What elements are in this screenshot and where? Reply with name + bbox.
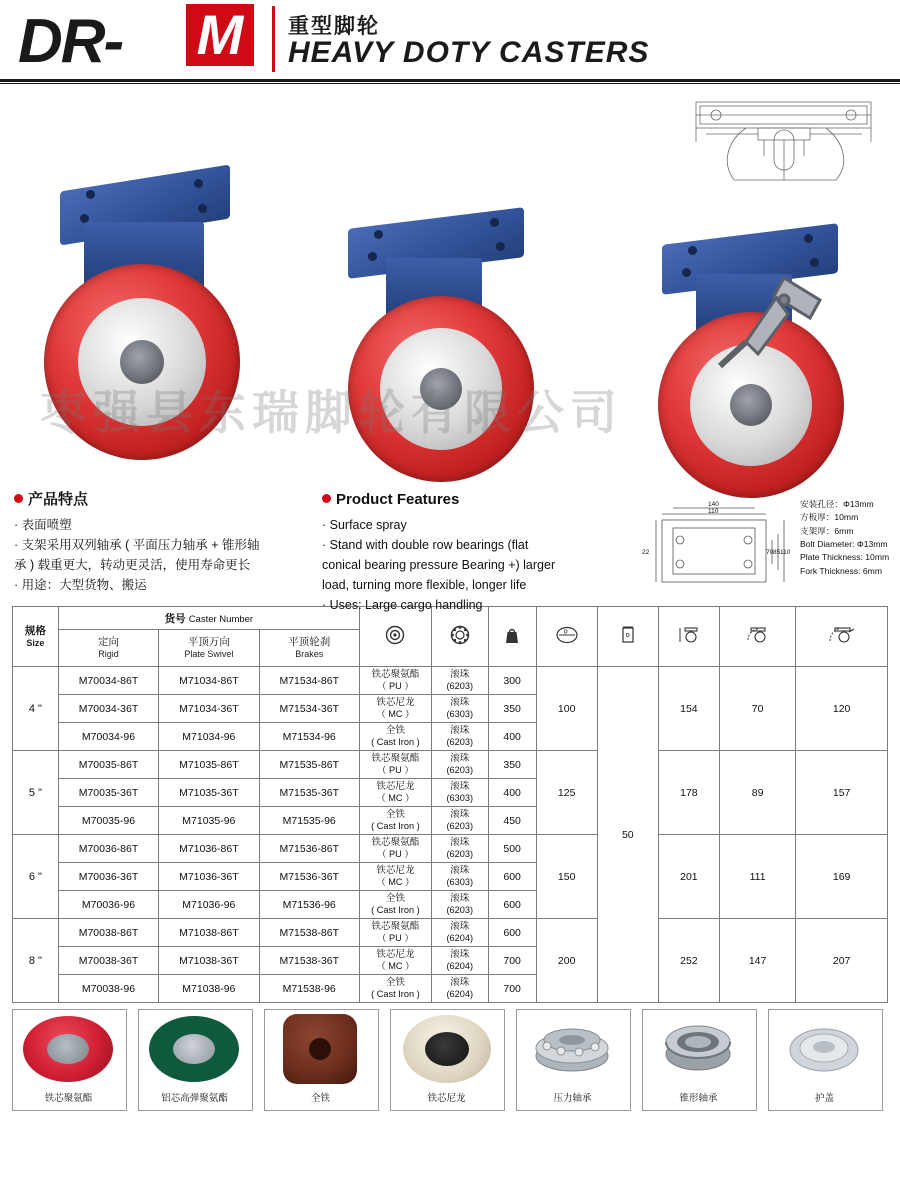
cell-rigid: M70038-96 (58, 975, 158, 1003)
cell-swivel: M71038-86T (159, 919, 259, 947)
height-icon (677, 626, 701, 644)
cell-swivel: M71038-96 (159, 975, 259, 1003)
cell-swivel: M71036-96 (159, 891, 259, 919)
taper-bearing-icon (643, 1010, 754, 1088)
cell-brake: M71536-86T (259, 835, 359, 863)
wheel-hub (120, 340, 164, 384)
cell-material: 铁芯尼龙 （ MC ） (359, 863, 431, 891)
cell-wheel-dia: 150 (536, 835, 597, 919)
cell-swivel: M71034-96 (159, 723, 259, 751)
spec-line: Bolt Diameter: Φ13mm (800, 538, 888, 549)
dim-70: 70 (766, 549, 774, 556)
gallery-item (516, 1009, 631, 1111)
cell-roller: 滚珠 (6204) (431, 947, 488, 975)
plate-dimension-drawing (640, 494, 790, 594)
cell-rigid: M70035-36T (58, 779, 158, 807)
plate-bolt (198, 204, 207, 213)
feature-en-line: · Stand with double row bearings (flat (322, 538, 529, 552)
cell-rigid: M70034-96 (58, 723, 158, 751)
spec-line: 安装孔径：Φ13mm (800, 499, 874, 509)
cell-material: 铁芯尼龙 （ MC ） (359, 695, 431, 723)
cell-capacity: 600 (488, 863, 536, 891)
wheel-icon (385, 625, 405, 645)
thrust-bearing-icon (517, 1010, 628, 1088)
th-plate-swivel: 平顶万向 Plate Swivel (159, 630, 259, 667)
cell-brake-radius: 157 (796, 751, 888, 835)
cell-swivel: M71035-86T (159, 751, 259, 779)
gallery-item (768, 1009, 883, 1111)
feature-en-line: load, turning more flexible, longer life (322, 578, 527, 592)
cell-capacity: 350 (488, 751, 536, 779)
diameter-icon (555, 626, 579, 644)
bullet-icon (322, 494, 331, 503)
cell-rigid: M70036-86T (58, 835, 158, 863)
component-label: 铁芯聚氨酯 (44, 1093, 93, 1104)
caster-image-brake (640, 234, 870, 514)
cell-roller: 滚珠 (6204) (431, 919, 488, 947)
header-rule (0, 79, 900, 82)
gallery-item (390, 1009, 505, 1111)
wheel-core-swatch (47, 1034, 89, 1064)
logo-dr-text: DR- (18, 7, 123, 76)
cell-capacity: 500 (488, 835, 536, 863)
cell-type-width: 50 (597, 667, 658, 1003)
feature-cn-line: · 用途：大型货物、搬运 (14, 578, 147, 592)
cell-swivel: M71035-36T (159, 779, 259, 807)
component-label: 全铁 (310, 1093, 330, 1104)
cell-swivel: M71035-96 (159, 807, 259, 835)
features-en-title: Product Features (322, 488, 622, 512)
component-image (643, 1010, 754, 1088)
logo-m-badge: M (186, 4, 254, 66)
cell-material: 全铁 ( Cast Iron ) (359, 891, 431, 919)
spec-line: 方板厚：10mm (800, 512, 859, 523)
plate-bolt (368, 252, 377, 261)
plate-bolt (804, 234, 813, 243)
cell-swivel: M71036-86T (159, 835, 259, 863)
cell-rigid: M70036-96 (58, 891, 158, 919)
width-icon (616, 626, 640, 644)
cell-rigid: M70036-36T (58, 863, 158, 891)
cell-wheel-dia: 200 (536, 919, 597, 1003)
plate-bolt (374, 230, 383, 239)
component-label: 压力轴承 (553, 1093, 592, 1104)
cell-wheel-dia: 100 (536, 667, 597, 751)
dim-22: 22 (642, 549, 650, 556)
table-row (13, 835, 888, 863)
cell-roller: 滚珠 (6203) (431, 751, 488, 779)
gallery-item (138, 1009, 253, 1111)
caster-image-swivel (338, 218, 558, 498)
plate-bolt (496, 242, 505, 251)
table-row (13, 751, 888, 779)
cell-material: 全铁 ( Cast Iron ) (359, 723, 431, 751)
bearing-icon (450, 625, 470, 645)
th-brakes: 平顶轮刹 Brakes (259, 630, 359, 667)
cell-height: 201 (658, 835, 719, 919)
cell-roller: 滚珠 (6203) (431, 835, 488, 863)
cell-brake: M71535-96 (259, 807, 359, 835)
header-rule-thin (0, 83, 900, 84)
cell-capacity: 700 (488, 975, 536, 1003)
feature-cn-line: · 支架采用双列轴承 ( 平面压力轴承 + 锥形轴 (14, 538, 260, 552)
cell-capacity: 400 (488, 779, 536, 807)
cell-material: 铁芯聚氨酯 （ PU ） (359, 751, 431, 779)
spec-line: Plate Thickness: 10mm (800, 552, 890, 563)
component-image (769, 1010, 880, 1088)
cell-brake: M71534-86T (259, 667, 359, 695)
cell-capacity: 600 (488, 919, 536, 947)
component-label: 锥形轴承 (679, 1093, 718, 1104)
cell-roller: 滚珠 (6204) (431, 975, 488, 1003)
brake-radius-icon (827, 626, 857, 644)
cell-capacity: 300 (488, 667, 536, 695)
cell-height: 252 (658, 919, 719, 1003)
cell-size: 8 " (13, 919, 59, 1003)
page-header (0, 0, 900, 86)
cell-brake: M71535-86T (259, 751, 359, 779)
feature-cn-line: 承 ) 载重更大，转动更灵活，使用寿命更长 (14, 558, 251, 572)
cast-iron-bore (309, 1038, 331, 1060)
dim-110: 110 (708, 508, 719, 515)
wheel-hub (420, 368, 462, 410)
product-photo-band (0, 86, 900, 486)
th-rigid: 定向 Rigid (58, 630, 158, 667)
cell-brake-radius: 207 (796, 919, 888, 1003)
cell-capacity: 400 (488, 723, 536, 751)
technical-drawing (686, 94, 886, 184)
gallery-item (264, 1009, 379, 1111)
th-swivel-radius-icon (719, 607, 795, 667)
cell-swivel: M71034-36T (159, 695, 259, 723)
th-type-width-icon (597, 607, 658, 667)
alu-core-swatch (173, 1034, 215, 1064)
cell-capacity: 700 (488, 947, 536, 975)
cell-brake: M71536-36T (259, 863, 359, 891)
cell-brake: M71534-36T (259, 695, 359, 723)
cell-material: 铁芯聚氨酯 （ PU ） (359, 667, 431, 695)
cell-size: 4 " (13, 667, 59, 751)
cell-capacity: 450 (488, 807, 536, 835)
th-caster-number: 货号 Caster Number (58, 607, 359, 630)
component-gallery (0, 1009, 900, 1117)
cell-brake: M71536-96 (259, 891, 359, 919)
cell-roller: 滚珠 (6303) (431, 863, 488, 891)
feature-en-line: conical bearing pressure Bearing +) larger (322, 558, 556, 572)
svg-text:D: D (625, 633, 630, 639)
component-label: 铁芯尼龙 (427, 1093, 466, 1104)
cell-rigid: M70038-86T (58, 919, 158, 947)
cell-rigid: M70034-36T (58, 695, 158, 723)
features-en (322, 488, 622, 615)
swivel-radius-icon (745, 626, 771, 644)
cell-roller: 滚珠 (6203) (431, 667, 488, 695)
cell-brake: M71538-96 (259, 975, 359, 1003)
watermark-text: 枣强县东瑞脚轮有限公司 (40, 386, 623, 439)
cell-roller: 滚珠 (6303) (431, 695, 488, 723)
cell-rigid: M70038-36T (58, 947, 158, 975)
feature-cn-line: · 表面喷塑 (14, 518, 72, 532)
features-cn (14, 488, 324, 595)
cell-size: 5 " (13, 751, 59, 835)
component-label: 护盖 (814, 1093, 834, 1104)
spec-line: 支架厚：6mm (800, 525, 854, 536)
cell-swivel: M71036-36T (159, 863, 259, 891)
cell-brake-radius: 120 (796, 667, 888, 751)
cell-wheel-dia: 125 (536, 751, 597, 835)
cell-material: 全铁 ( Cast Iron ) (359, 807, 431, 835)
cell-swivel: M71034-86T (159, 667, 259, 695)
cell-roller: 滚珠 (6203) (431, 807, 488, 835)
component-image (391, 1010, 502, 1088)
component-image (517, 1010, 628, 1088)
cell-roller: 滚珠 (6203) (431, 723, 488, 751)
cell-brake-radius: 169 (796, 835, 888, 919)
feature-en-line: · Uses: Large cargo handling (322, 598, 483, 612)
plate-bolt (490, 218, 499, 227)
table-row (13, 667, 888, 695)
nylon-core-swatch (425, 1032, 469, 1066)
cell-material: 铁芯聚氨酯 （ PU ） (359, 835, 431, 863)
cell-brake: M71538-86T (259, 919, 359, 947)
component-label: 铝芯高弹聚氨酯 (161, 1093, 228, 1104)
cell-material: 铁芯尼龙 （ MC ） (359, 779, 431, 807)
th-brake-radius-icon (796, 607, 888, 667)
component-image (139, 1010, 250, 1088)
th-size: 规格 Size (13, 607, 59, 667)
cell-roller: 滚珠 (6203) (431, 891, 488, 919)
spec-line: Fork Thickness: 6mm (800, 565, 882, 576)
dim-85: 85 (773, 549, 781, 556)
cell-material: 铁芯聚氨酯 （ PU ） (359, 919, 431, 947)
cell-rigid: M70035-96 (58, 807, 158, 835)
cell-brake: M71535-36T (259, 779, 359, 807)
cell-swivel-radius: 70 (719, 667, 795, 751)
brake-lever-icon (634, 270, 834, 410)
cell-swivel: M71038-36T (159, 947, 259, 975)
plate-bolt (86, 190, 95, 199)
header-divider (272, 6, 275, 72)
cell-swivel-radius: 89 (719, 751, 795, 835)
svg-text:D: D (563, 629, 568, 636)
plate-bolt (688, 246, 697, 255)
cell-brake: M71538-36T (259, 947, 359, 975)
plate-spec-list (800, 498, 889, 578)
dim-110b: 110 (780, 549, 790, 556)
cell-capacity: 600 (488, 891, 536, 919)
cell-capacity: 350 (488, 695, 536, 723)
features-cn-title: 产品特点 (14, 488, 324, 512)
th-material-icon (359, 607, 431, 667)
cell-material: 全铁 ( Cast Iron ) (359, 975, 431, 1003)
th-height-icon (658, 607, 719, 667)
table-row (13, 919, 888, 947)
weight-icon (501, 626, 523, 644)
cell-rigid: M70035-86T (58, 751, 158, 779)
cell-swivel-radius: 111 (719, 835, 795, 919)
component-image (265, 1010, 376, 1088)
th-capacity-icon (488, 607, 536, 667)
header-title-cn: 重型脚轮 (288, 15, 380, 38)
header-title-en: HEAVY DOTY CASTERS (288, 36, 650, 69)
cell-height: 154 (658, 667, 719, 751)
gallery-item (12, 1009, 127, 1111)
dim-140: 140 (708, 501, 719, 508)
feature-en-line: · Surface spray (322, 518, 407, 532)
cell-rigid: M70034-86T (58, 667, 158, 695)
bullet-icon (14, 494, 23, 503)
cell-roller: 滚珠 (6303) (431, 779, 488, 807)
cell-size: 6 " (13, 835, 59, 919)
cell-brake: M71534-96 (259, 723, 359, 751)
features-section (0, 486, 900, 612)
gallery-item (642, 1009, 757, 1111)
caster-image-rigid (44, 178, 274, 478)
th-wheel-dia-icon (536, 607, 597, 667)
component-image (13, 1010, 124, 1088)
cell-swivel-radius: 147 (719, 919, 795, 1003)
specification-table (12, 606, 888, 1003)
plate-bolt (194, 179, 203, 188)
plate-bolt (810, 258, 819, 267)
dust-cover-icon (769, 1010, 880, 1088)
th-roller-icon (431, 607, 488, 667)
cell-height: 178 (658, 751, 719, 835)
cell-material: 铁芯尼龙 （ MC ） (359, 947, 431, 975)
